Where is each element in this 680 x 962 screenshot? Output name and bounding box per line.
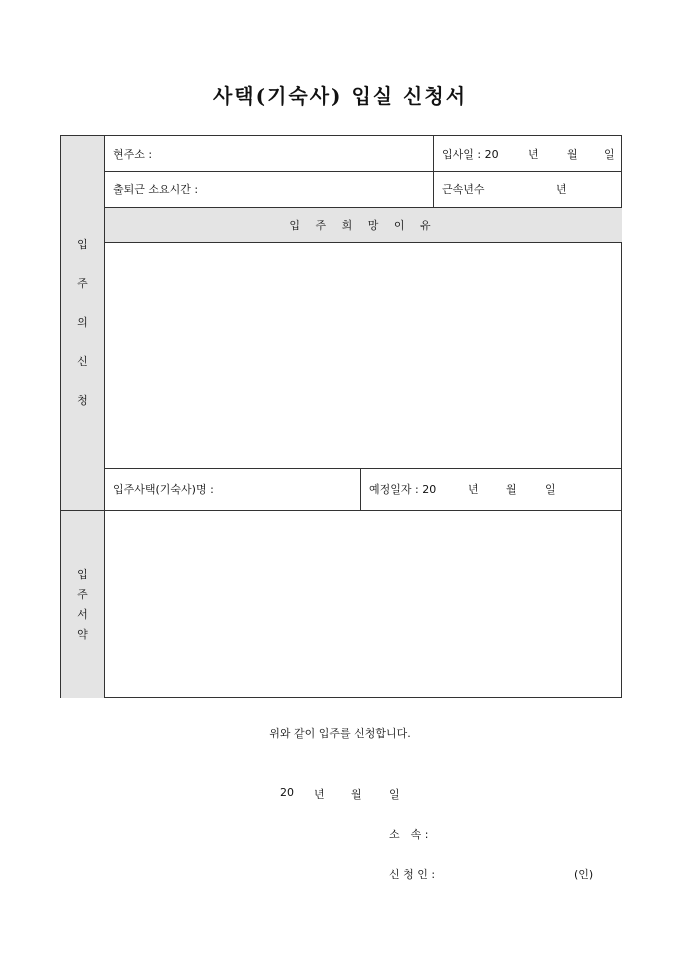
hire-month-unit: 월 <box>567 147 578 161</box>
applicant-label: 신 청 인 : <box>389 868 436 881</box>
reason-header-cell <box>104 207 622 242</box>
section2-char: 입 <box>77 568 88 581</box>
date-month-unit: 월 <box>351 788 362 801</box>
affiliation-label: 소 속 : <box>389 828 429 841</box>
hire-day-unit: 일 <box>604 147 615 161</box>
section1-char: 입 <box>77 238 88 251</box>
section2-char: 서 <box>77 608 88 621</box>
planned-month-unit: 월 <box>506 483 517 496</box>
hire-date-label: 입사일 : 20 <box>442 147 499 161</box>
section1-char: 신 <box>77 355 88 368</box>
section2-vertical-label <box>61 566 104 642</box>
application-statement: 위와 같이 입주를 신청합니다. <box>269 727 411 740</box>
section1-char: 의 <box>77 316 88 329</box>
reason-header: 입 주 희 망 이 유 <box>289 218 437 232</box>
dorm-name-field[interactable] <box>113 468 353 510</box>
dorm-name-label: 입주사택(기숙사)명 : <box>113 483 214 496</box>
date-year-unit: 년 <box>314 788 325 801</box>
document-title: 사택(기숙사) 입실 신청서 <box>212 84 468 108</box>
seal-mark: (인) <box>574 868 594 881</box>
planned-day-unit: 일 <box>545 483 556 496</box>
date-day-unit: 일 <box>389 788 400 801</box>
application-form <box>60 135 622 698</box>
planned-date-field[interactable] <box>369 468 622 510</box>
address-label: 현주소 : <box>113 147 153 161</box>
planned-date-label: 예정일자 : 20 <box>369 483 437 496</box>
reason-textarea[interactable] <box>105 243 622 468</box>
section1-vertical-label <box>61 236 104 408</box>
commute-time-field[interactable] <box>113 171 423 207</box>
section2-char: 주 <box>77 588 88 601</box>
section1-char: 주 <box>77 277 88 290</box>
pledge-textarea[interactable] <box>105 511 622 698</box>
date-prefix: 20 <box>280 786 294 799</box>
section1-char: 청 <box>77 394 88 407</box>
hire-year-unit: 년 <box>528 147 539 161</box>
address-field[interactable] <box>113 136 423 171</box>
section2-char: 약 <box>77 628 88 641</box>
tenure-field[interactable] <box>442 171 622 207</box>
planned-year-unit: 년 <box>468 483 479 496</box>
commute-label: 출퇴근 소요시간 : <box>113 183 199 196</box>
tenure-unit: 년 <box>556 183 567 196</box>
tenure-label: 근속년수 <box>442 183 485 196</box>
hire-date-field[interactable] <box>442 136 622 171</box>
